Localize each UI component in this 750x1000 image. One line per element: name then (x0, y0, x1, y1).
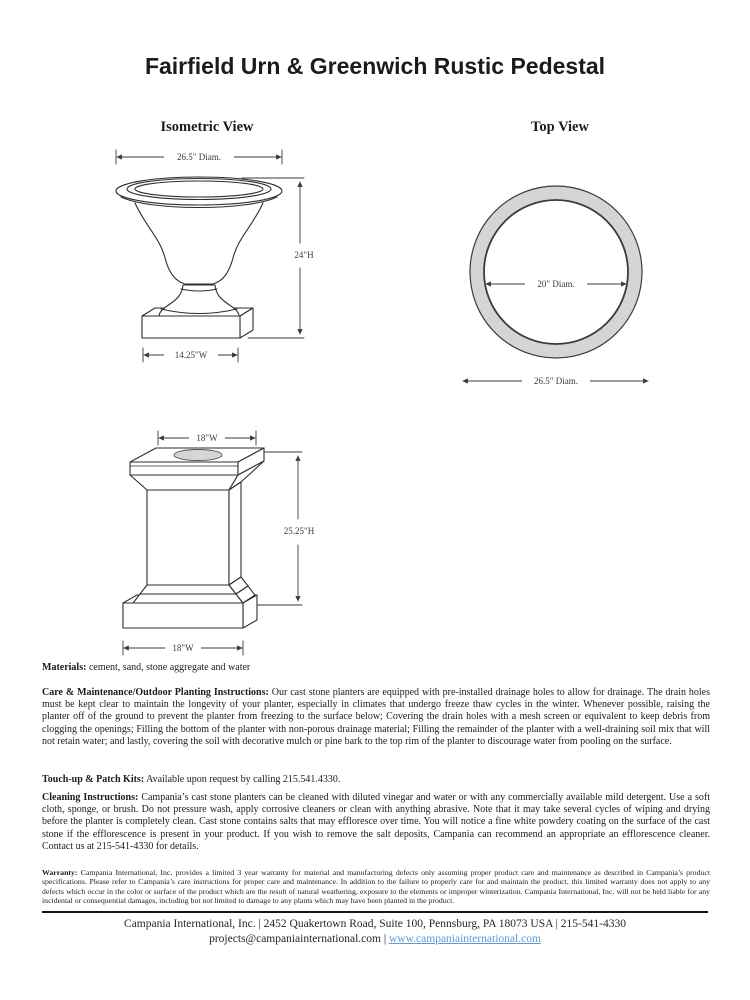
care-maintenance-text: Our cast stone planters are equipped with pre-installed drainage holes to allow for drainage. The drain holes must be kept clear to maintain the longevity of your planter, especially in climates that undergo freeze thaw cycles in the winter. Whenever possible, raising the planter off of the ground to prevent the planter from freezing to the surface below; Covering the drain holes with a mesh screen or equivalent to keep debris from clogging the openings; Filling the bottom of the planter with non-porous drainage material; Filling the remainder of the planter with a well-draining soil mix that will not retain water; and lastly, covering the soil with decorative mulch or pine bark to the top rim of the planter to discourage water from pooling on the surface. (42, 687, 711, 747)
top-view-outer-diameter-label: 26.5" Diam. (534, 376, 578, 386)
touchup-section (42, 774, 710, 786)
urn-bowl (135, 203, 263, 284)
materials-section (42, 662, 710, 674)
touchup-text: Available upon request by calling 215.541.4330. (146, 774, 341, 785)
care-maintenance-section (42, 687, 710, 748)
cleaning-text: Campania’s cast stone planters can be cleaned with diluted vinegar and water or with any commercially available mild detergent. Use a soft cloth, sponge, or brush. Do not pressure wash, apply corrosive cleaners or clean with anything abrasive. Note that it may take several cycles of wiping and drying before the planter is completely clean. Cast stone contains salts that may effloresce over time. You will notice a fine white powdery coating on the surface of the cast stone if the efflorescence is present in your product. If you wish to remove the salt deposits, Campania can recommend an appropriate an efflorescence cleaner. Contact us at 215-541-4330 for details. (42, 792, 710, 852)
touchup-label: Touch-up & Patch Kits: (42, 774, 145, 785)
pedestal-top-width-label: 18"W (196, 433, 218, 443)
footer-website-link[interactable]: www.campaniainternational.com (389, 933, 541, 945)
top-view-drawing (463, 186, 648, 387)
footer-divider (42, 911, 708, 913)
footer-separator: | (383, 933, 387, 945)
footer-contact-line (0, 932, 750, 947)
urn-drawing (116, 150, 314, 362)
pedestal-cap (130, 448, 264, 490)
isometric-view-label: Isometric View (160, 119, 254, 135)
pedestal-base-width-dimension (123, 641, 243, 655)
footer-email: projects@campaniainternational.com (209, 933, 381, 945)
urn-top-diameter-dimension (116, 150, 282, 164)
care-maintenance-label: Care & Maintenance/Outdoor Planting Instructions: (42, 687, 269, 698)
pedestal-base-width-label: 18"W (172, 643, 194, 653)
warranty-label: Warranty: (42, 868, 78, 877)
materials-label: Materials: (42, 662, 87, 673)
pedestal-height-dimension (257, 452, 315, 605)
page-title: Fairfield Urn & Greenwich Rustic Pedestal (144, 53, 606, 79)
pedestal-drawing (123, 431, 315, 655)
pedestal-column (147, 482, 241, 585)
cleaning-label: Cleaning Instructions: (42, 792, 139, 803)
urn-top-diameter-label: 26.5" Diam. (177, 152, 221, 162)
pedestal-top-width-dimension (158, 431, 256, 445)
top-view-inner-diameter-label: 20" Diam. (537, 279, 575, 289)
urn-base-width-dimension (143, 348, 238, 362)
footer-address-line: Campania International, Inc. | 2452 Quakertown Road, Suite 100, Pennsburg, PA 18073 USA | 215-541-4330 (124, 918, 626, 930)
pedestal-cap-hole (174, 450, 222, 461)
top-view-outer-diameter-dimension (463, 374, 648, 387)
cleaning-section (42, 792, 710, 853)
top-view-inner-circle (484, 200, 628, 344)
urn-rim (116, 177, 282, 208)
warranty-section (42, 868, 710, 906)
warranty-text: Campania International, Inc. provides a limited 3 year warranty for material and manufacturing defects only assuming proper product care and maintenance as described in Campania’s product specifications. Please refer to Campania’s care instructions for proper care and maintenance. In addition to the failure to properly care for and maintain the product, this limited warranty does not apply to any defects which occur in the color or surface of the product which are the result of natural weathering, exposure to the elements or improper winterization. Campania International, Inc. will not be held liable for any incidental or consequential damages, including but not limited to damage to any plants which may have been planted in the product. (42, 868, 711, 906)
pedestal-height-label: 25.25"H (283, 526, 315, 536)
urn-base-width-label: 14.25"W (174, 350, 208, 360)
pedestal-base (123, 577, 257, 628)
footer (0, 917, 750, 947)
materials-text: cement, sand, stone aggregate and water (88, 662, 251, 673)
urn-height-label: 24"H (294, 250, 314, 260)
top-view-label: Top View (531, 119, 589, 135)
